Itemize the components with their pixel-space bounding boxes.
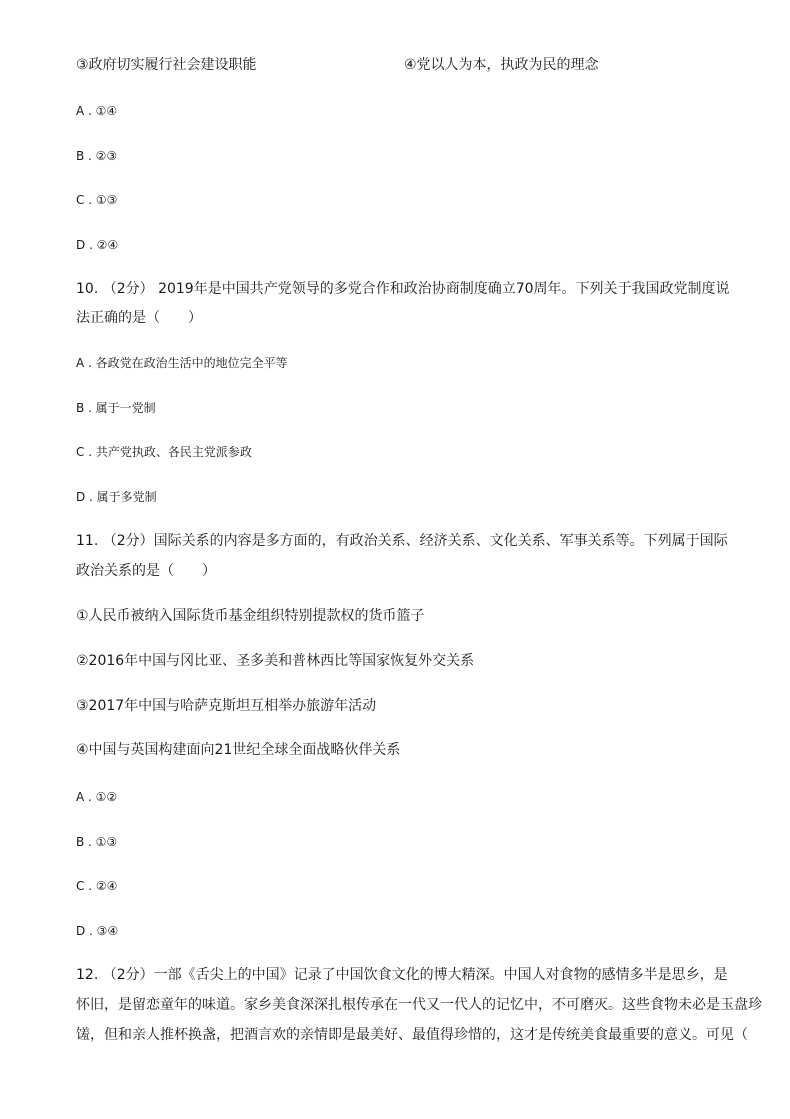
- q9-option-a[interactable]: A . ①④: [76, 104, 118, 118]
- q9-option-b[interactable]: B . ②③: [76, 149, 118, 163]
- q12-stem-line1: 12. （2分）一部《舌尖上的中国》记录了中国饮食文化的博大精深。中国人对食物的感情多半是思乡，是: [76, 967, 728, 983]
- q10-option-c[interactable]: C . 共产党执政、各民主党派参政: [76, 445, 252, 459]
- q9-option-c[interactable]: C . ①③: [76, 193, 118, 207]
- q10-option-a[interactable]: A . 各政党在政治生活中的地位完全平等: [76, 356, 288, 370]
- q9-option-d[interactable]: D . ②④: [76, 238, 119, 252]
- q11-option-c[interactable]: C . ②④: [76, 879, 118, 893]
- q12-stem-line3: 馐，但和亲人推杯换盏，把酒言欢的亲情即是最美好、最值得珍惜的，这才是传统美食最重要的意义。可见（: [76, 1027, 748, 1043]
- q10-stem-line2: 法正确的是（ ）: [76, 310, 202, 326]
- q11-stem-line2: 政治关系的是（ ）: [76, 563, 216, 579]
- q9-statement-3: ③政府切实履行社会建设职能: [76, 57, 257, 73]
- q10-stem-line1: 10. （2分） 2019年是中国共产党领导的多党合作和政治协商制度确立70周年。下列关于我国政党制度说: [76, 281, 730, 297]
- q9-statement-row: [76, 56, 599, 74]
- q11-statement-3: ③2017年中国与哈萨克斯坦互相举办旅游年活动: [76, 698, 377, 714]
- q11-statement-1: ①人民币被纳入国际货币基金组织特别提款权的货币篮子: [76, 608, 425, 624]
- q11-statement-4: ④中国与英国构建面向21世纪全球全面战略伙伴关系: [76, 742, 401, 758]
- q11-statement-2: ②2016年中国与冈比亚、圣多美和普林西比等国家恢复外交关系: [76, 653, 475, 669]
- q10-option-d[interactable]: D . 属于多党制: [76, 490, 157, 504]
- q11-stem-line1: 11. （2分）国际关系的内容是多方面的，有政治关系、经济关系、文化关系、军事关系等。下列属于国际: [76, 533, 728, 549]
- q11-option-b[interactable]: B . ①③: [76, 835, 118, 849]
- q11-option-d[interactable]: D . ③④: [76, 924, 119, 938]
- q12-stem-line2: 怀旧，是留恋童年的味道。家乡美食深深扎根传承在一代又一代人的记忆中，不可磨灭。这些食物未必是玉盘珍: [76, 997, 762, 1013]
- q10-option-b[interactable]: B . 属于一党制: [76, 401, 156, 415]
- q9-statement-4: ④党以人为本，执政为民的理念: [404, 57, 599, 73]
- q11-option-a[interactable]: A . ①②: [76, 790, 118, 804]
